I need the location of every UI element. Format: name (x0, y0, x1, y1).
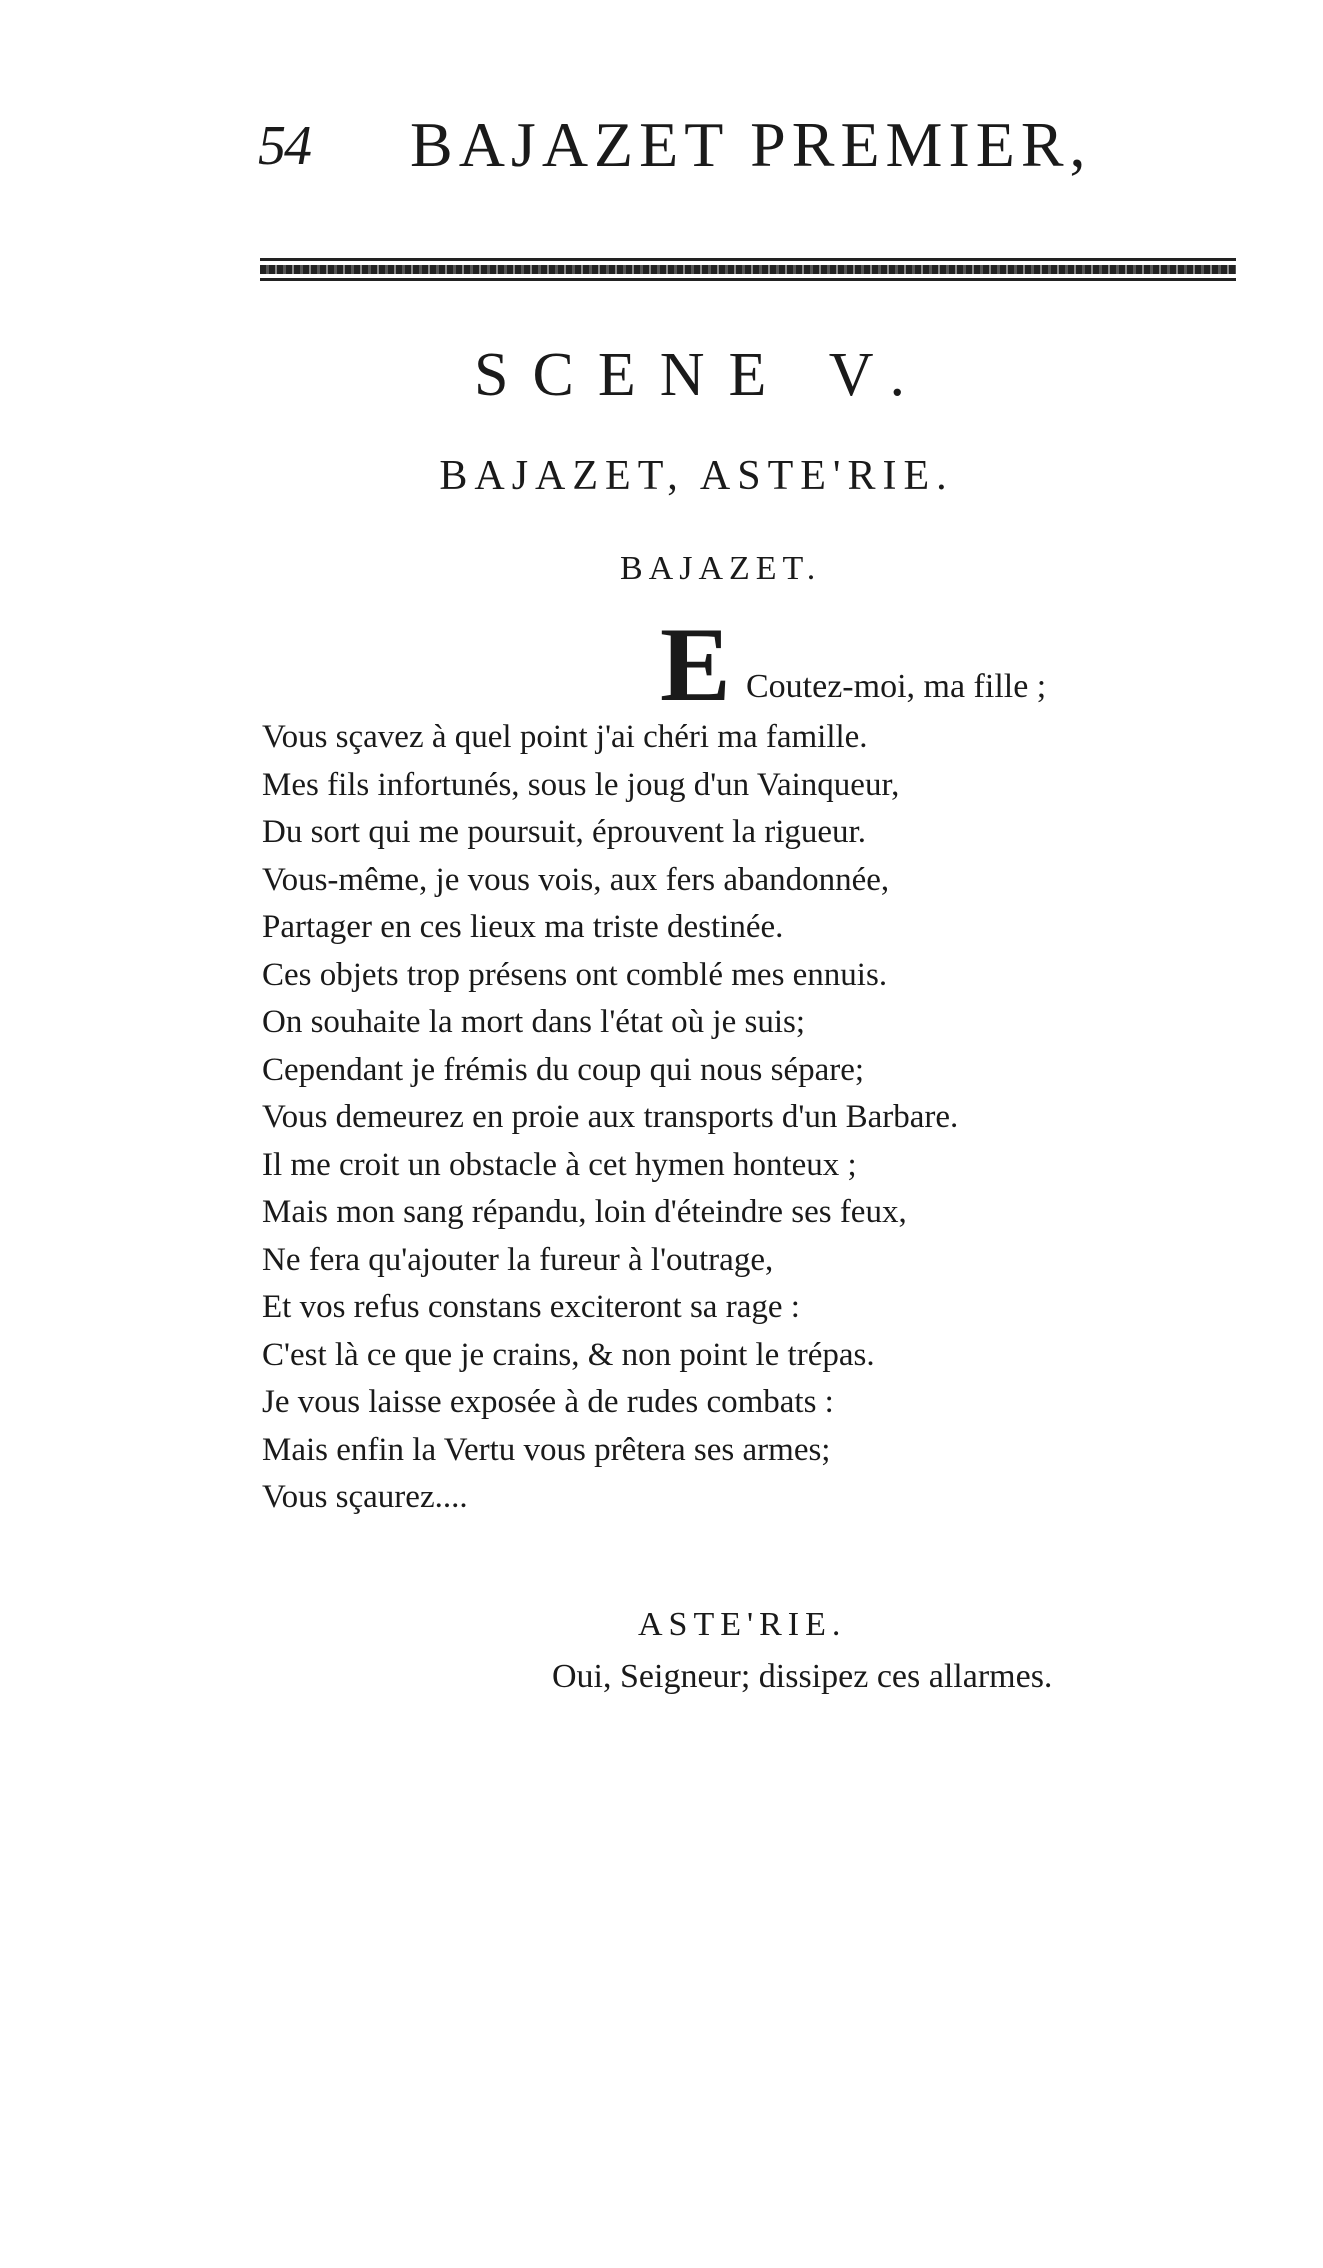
rule-line-top (260, 258, 1236, 261)
verse-line: Mais enfin la Vertu vous prêtera ses armes; (262, 1431, 831, 1468)
verse-line: Vous-même, je vous vois, aux fers abandonnée, (262, 861, 890, 898)
ornamental-rule (260, 258, 1236, 282)
verse-lines (262, 714, 1162, 1522)
rule-line-bottom (260, 278, 1236, 281)
verse-line: Partager en ces lieux ma triste destinée. (262, 909, 784, 945)
speaker-name: ASTE'RIE. (638, 1606, 847, 1643)
verse-line: Du sort qui me poursuit, éprouvent la rigueur. (262, 814, 866, 850)
rule-line-ornament (260, 265, 1236, 274)
verse-line: Et vos refus constans exciteront sa rage : (262, 1289, 800, 1325)
verse-line: Vous sçavez à quel point j'ai chéri ma famille. (262, 719, 868, 755)
verse-line: Vous demeurez en proie aux transports d'un Barbare. (262, 1099, 959, 1135)
verse-line: On souhaite la mort dans l'état où je suis; (262, 1004, 806, 1040)
verse-line: Mes fils infortunés, sous le joug d'un Vainqueur, (262, 766, 900, 803)
verse-line: Ces objets trop présens ont comblé mes ennuis. (262, 956, 888, 993)
scene-heading: SCENE V. (473, 341, 929, 409)
verse-line: Je vous laisse exposée à de rudes combats : (262, 1384, 834, 1420)
verse-line: Ne fera qu'ajouter la fureur à l'outrage, (262, 1241, 774, 1278)
verse-line: Mais mon sang répandu, loin d'éteindre ses feux, (262, 1194, 907, 1230)
reply-line: Oui, Seigneur; dissipez ces allarmes. (552, 1658, 1053, 1695)
page-number: 54 (258, 115, 310, 177)
verse-line: Vous sçaurez.... (262, 1479, 468, 1515)
verse-first-line: Coutez-moi, ma fille ; (746, 668, 1047, 705)
verse-line: Cependant je frémis du coup qui nous sépare; (262, 1051, 865, 1088)
scene-characters: BAJAZET, ASTE'RIE. (439, 453, 954, 499)
running-head (258, 108, 1158, 188)
drop-cap: E (660, 606, 731, 723)
speaker-name: BAJAZET. (620, 550, 822, 587)
running-title: BAJAZET PREMIER, (410, 109, 1092, 180)
verse-line: Il me croit un obstacle à cet hymen honteux ; (262, 1146, 857, 1183)
verse-line: C'est là ce que je crains, & non point le trépas. (262, 1336, 875, 1373)
